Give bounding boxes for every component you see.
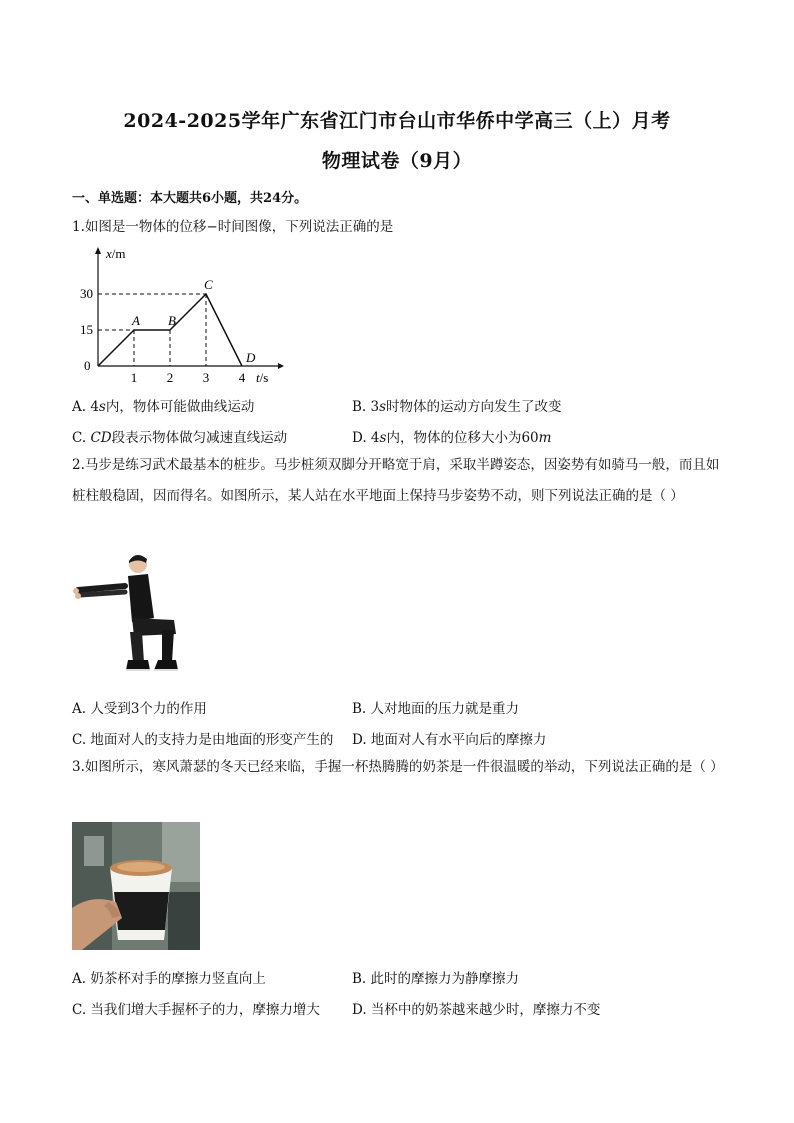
x-tick-label: 3 [202, 370, 210, 385]
y-axis-label: x/m [106, 246, 126, 261]
y-tick-label: 15 [80, 322, 93, 337]
x-tick-label: 4 [238, 370, 246, 385]
x-tick-label: 1 [130, 370, 138, 385]
point-label-A: A [132, 313, 140, 328]
x-axis-arrow [278, 363, 284, 369]
q2-option-c[interactable]: C. 地面对人的支持力是由地面的形变产生的 [72, 732, 334, 748]
point-label-B: B [168, 313, 176, 328]
question-1-stem: 1.如图是一物体的位移−时间图像，下列说法正确的是 [72, 219, 394, 235]
exam-title-line1: 2024-2025学年广东省江门市台山市华侨中学高三（上）月考 [123, 110, 671, 132]
q2-option-a[interactable]: A. 人受到3个力的作用 [72, 701, 207, 717]
q3-option-b[interactable]: B. 此时的摩擦力为静摩擦力 [352, 971, 520, 987]
y-tick-label: 30 [80, 286, 93, 301]
question-2-stem: 2.马步是练习武术最基本的桩步。马步桩须双脚分开略宽于肩，采取半蹲姿态，因姿势有如骑马一般，而且如桩柱般稳固，因而得名。如图所示，某人站在水平地面上保持马步姿势不动，则下列说法正确的是（ ） [72, 457, 720, 504]
q3-option-c[interactable]: C. 当我们增大手握杯子的力，摩擦力增大 [72, 1002, 320, 1018]
q1-option-c[interactable]: C. CD段表示物体做匀减速直线运动 [72, 430, 288, 446]
point-label-D: D [246, 350, 256, 365]
q2-option-b[interactable]: B. 人对地面的压力就是重力 [352, 701, 520, 717]
q3-option-d[interactable]: D. 当杯中的奶茶越来越少时，摩擦力不变 [352, 1002, 601, 1018]
q1-option-b[interactable]: B. 3s时物体的运动方向发生了改变 [352, 399, 562, 415]
displacement-time-graph [72, 242, 292, 388]
exam-title-line2: 物理试卷（9月） [321, 150, 473, 172]
q1-option-a[interactable]: A. 4s内，物体可能做曲线运动 [72, 399, 255, 415]
y-axis-arrow [95, 247, 101, 254]
question-3-stem: 3.如图所示，寒风萧瑟的冬天已经来临，手握一杯热腾腾的奶茶是一件很温暖的举动，下列说法正确的是（ ） [72, 759, 724, 775]
milk-tea-cup-photo [72, 822, 200, 950]
horse-stance-photo [70, 548, 196, 678]
q1-option-d[interactable]: D. 4s内，物体的位移大小为60m [352, 430, 552, 446]
origin-label: 0 [84, 358, 91, 373]
q2-option-d[interactable]: D. 地面对人有水平向后的摩擦力 [352, 732, 547, 748]
section-heading: 一、单选题：本大题共6小题，共24分。 [72, 191, 308, 206]
x-tick-label: 2 [166, 370, 174, 385]
q3-option-a[interactable]: A. 奶茶杯对手的摩擦力竖直向上 [72, 971, 266, 987]
point-label-C: C [204, 277, 213, 292]
x-axis-label: t/s [256, 370, 269, 385]
